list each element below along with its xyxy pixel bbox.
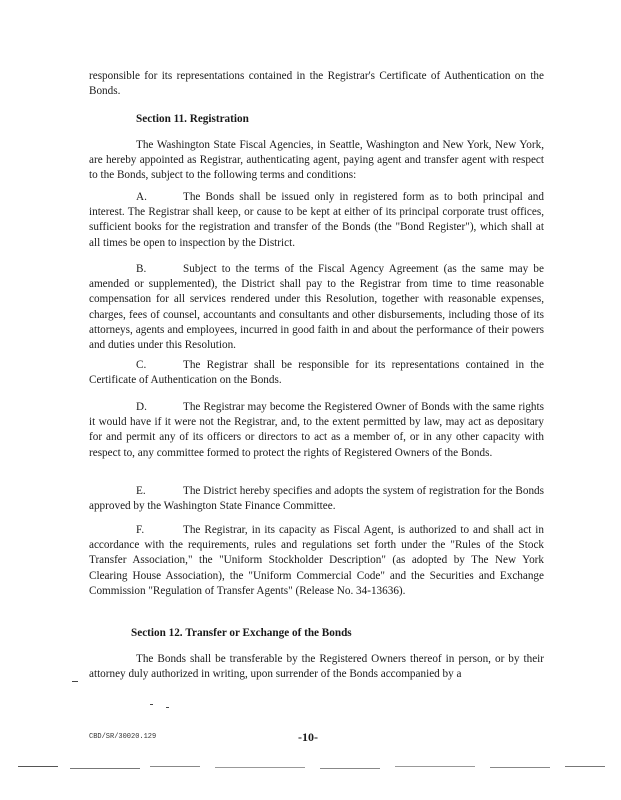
paragraph-b-text: Subject to the terms of the Fiscal Agency Agreement (as the same may be amended or supplemented), the District shall pay to the Registrar from time to time reasonable compensation for all services rendered under this Resolution, together with reasonable expenses, charges, fees of counsel, accountants and consultants and other disbursements, including those of its attorneys, agents and employees, incurred in good faith in and about the performance of their powers and duties under this Resolution. bbox=[89, 263, 544, 352]
paragraph-d bbox=[89, 400, 544, 461]
section-11-intro: The Washington State Fiscal Agencies, in Seattle, Washington and New York, New York, are hereby appointed as Registrar, authenticating agent, paying agent and transfer agent with respect to the Bonds, subject to the following terms and conditions: bbox=[89, 139, 544, 182]
section-12-heading bbox=[131, 626, 352, 641]
section-11-heading bbox=[136, 112, 249, 127]
paragraph-a-letter: A. bbox=[136, 191, 147, 203]
page-number: -10- bbox=[298, 730, 318, 744]
paragraph-f-text: The Registrar, in its capacity as Fiscal Agent, is authorized to and shall act in accordance with the requirements, rules and regulations set forth under the "Rules of the Stock Transfer Association," the "Uniform Stockholder Description" (as adopted by The New York Clearing House Association), the "Uniform Commercial Code" and the Securities and Exchange Commission "Regulation of Transfer Agents" (Release No. 34-13636). bbox=[89, 524, 544, 597]
paragraph-c-letter: C. bbox=[136, 359, 147, 371]
scan-artifact-line bbox=[70, 768, 140, 769]
paragraph-d-letter: D. bbox=[136, 401, 147, 413]
scan-artifact-line bbox=[215, 767, 305, 768]
scan-artifact-line bbox=[320, 768, 380, 769]
paragraph-b bbox=[89, 262, 544, 353]
scan-speck bbox=[166, 707, 169, 708]
intro-continuation: responsible for its representations contained in the Registrar's Certificate of Authentication on the Bonds. bbox=[89, 70, 544, 98]
scan-artifact-line bbox=[18, 766, 58, 767]
margin-mark bbox=[72, 681, 78, 682]
paragraph-e-text: The District hereby specifies and adopts the system of registration for the Bonds approved by the Washington State Finance Committee. bbox=[89, 485, 544, 513]
paragraph-a bbox=[89, 190, 544, 251]
paragraph-c bbox=[89, 358, 544, 388]
section-12-number: Section 12. bbox=[131, 627, 183, 639]
section-12-intro: The Bonds shall be transferable by the Registered Owners thereof in person, or by their attorney duly authorized in writing, upon surrender of the Bonds accompanied by a bbox=[89, 653, 544, 681]
paragraph-e bbox=[89, 484, 544, 514]
scan-artifact-line bbox=[565, 766, 605, 767]
paragraph-b-letter: B. bbox=[136, 263, 147, 275]
section-12-title: Transfer or Exchange of the Bonds bbox=[185, 627, 352, 639]
paragraph-c-text: The Registrar shall be responsible for its representations contained in the Certificate of Authentication on the Bonds. bbox=[89, 359, 544, 387]
paragraph-f-letter: F. bbox=[136, 524, 145, 536]
paragraph-a-text: The Bonds shall be issued only in registered form as to both principal and interest. The Registrar shall keep, or cause to be kept at either of its principal corporate trust offices, sufficient books for the registration and transfer of the Bonds (the "Bond Register"), which shall at all times be open to inspection by the District. bbox=[89, 191, 544, 249]
paragraph-f bbox=[89, 523, 544, 599]
paragraph-e-letter: E. bbox=[136, 485, 146, 497]
section-11-number: Section 11. bbox=[136, 113, 187, 125]
scan-artifact-line bbox=[490, 767, 550, 768]
section-11-title: Registration bbox=[189, 113, 249, 125]
paragraph-d-text: The Registrar may become the Registered Owner of Bonds with the same rights it would have if it were not the Registrar, and, to the extent permitted by law, may act as depositary for and permit any of its officers or directors to act as a member of, or in any other capacity with respect to, any committee formed to protect the rights of Registered Owners of the Bonds. bbox=[89, 401, 544, 459]
document-id: CBD/SR/30020.129 bbox=[89, 733, 157, 741]
scan-speck bbox=[150, 704, 153, 705]
scan-artifact-line bbox=[395, 766, 475, 767]
scan-artifact-line bbox=[150, 766, 200, 767]
